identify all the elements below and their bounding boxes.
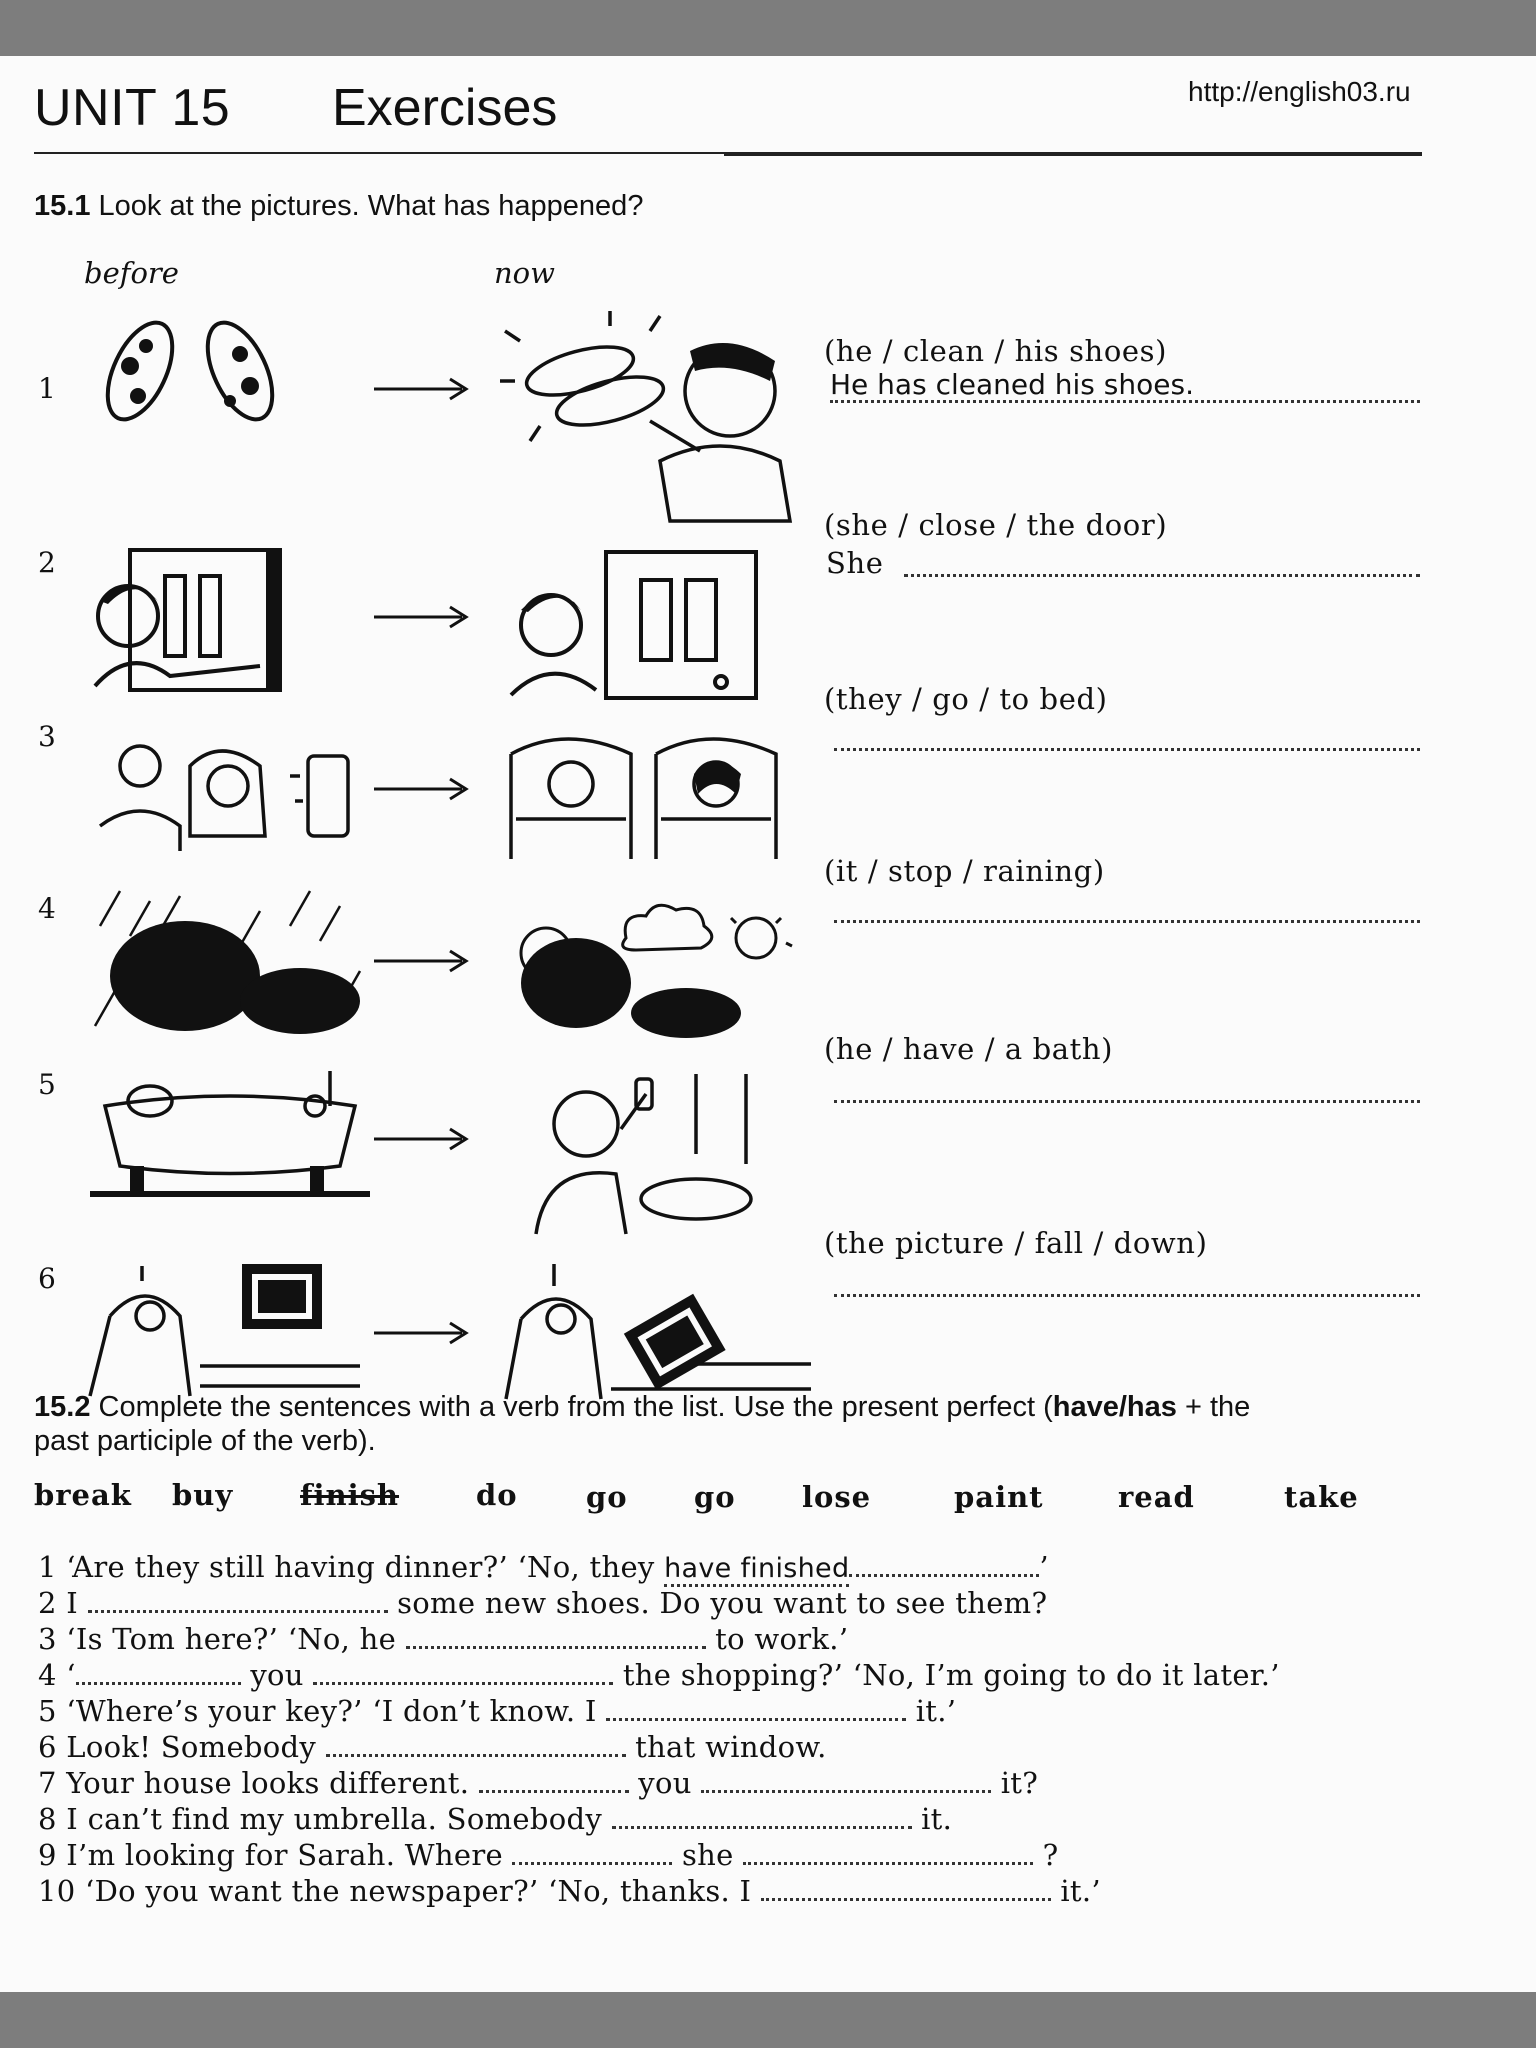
answer-blank[interactable] [326,1744,626,1757]
sentence-3 [38,1622,848,1656]
arrow-1 [372,374,472,408]
verb-go-1: go [586,1480,628,1514]
answer-blank[interactable] [76,1672,241,1685]
sentence-text: ? [1033,1838,1059,1872]
man-in-bath-illustration [90,1066,370,1216]
sentence-8 [38,1802,952,1836]
sentence-text: ‘ [66,1658,76,1692]
sentence-text: you [240,1658,314,1692]
answer-line-1[interactable] [830,400,1420,403]
answer-blank[interactable] [479,1780,629,1793]
sentence-6 [38,1730,827,1764]
sunny-trees-illustration [506,898,796,1038]
sentence-number: 6 [38,1730,57,1764]
answer-blank[interactable] [849,1564,1039,1577]
arrow-2 [372,602,472,636]
answer-2-start: She [826,546,884,580]
exercise-2-instruction-b: + the [1176,1391,1251,1423]
verb-read: read [1118,1480,1195,1514]
answer-blank[interactable] [406,1636,706,1649]
verb-do: do [476,1478,518,1512]
arrow-4 [372,946,472,980]
answer-line-4[interactable] [834,920,1420,923]
exercise-2-instruction-a: Complete the sentences with a verb from the list. Use the present perfect ( [98,1391,1053,1423]
exercise-1-number: 15.1 [34,190,91,222]
prompt-4: (it / stop / raining) [824,854,1105,888]
woman-closed-door-illustration [506,550,766,700]
rain-illustration [90,886,370,1036]
sentence-text: ‘Is Tom here?’ ‘No, he [66,1622,406,1656]
arrow-5 [372,1124,472,1158]
sentence-9 [38,1838,1059,1872]
arrow-3 [372,774,472,808]
sentence-text: I’m looking for Sarah. Where [66,1838,513,1872]
column-now-label: now [494,256,555,290]
row-number-1: 1 [38,372,56,405]
sentence-number: 4 [38,1658,57,1692]
prompt-2: (she / close / the door) [824,508,1168,542]
page-title: Exercises [332,79,558,137]
row-number-2: 2 [38,546,56,579]
unit-label: UNIT 15 [34,79,231,137]
verb-go-2: go [694,1480,736,1514]
answer-line-3[interactable] [834,748,1420,751]
answer-line-6[interactable] [834,1294,1420,1297]
sentence-text: ‘Do you want the newspaper?’ ‘No, thanks. I [85,1874,761,1908]
header-rule-thick [724,154,1422,156]
sentence-text: some new shoes. Do you want to see them? [387,1586,1048,1620]
sentence-1 [38,1550,1049,1584]
sentence-number: 2 [38,1586,57,1620]
couple-in-beds-illustration [506,724,786,864]
sentence-text: you [628,1766,702,1800]
sentence-4 [38,1658,1280,1692]
row-number-5: 5 [38,1068,56,1101]
prompt-5: (he / have / a bath) [824,1032,1114,1066]
answer-blank[interactable] [512,1852,672,1865]
exercise-2-number: 15.2 [34,1391,91,1423]
sentence-text: that window. [625,1730,827,1764]
source-url: http://english03.ru [1188,76,1411,107]
sentence-text: ’ [1039,1550,1049,1584]
sentence-text: Your house looks different. [66,1766,479,1800]
couple-watching-tv-illustration [90,726,370,856]
sentence-5 [38,1694,956,1728]
answer-blank[interactable] [88,1600,388,1613]
column-before-label: before [84,256,179,290]
sentence-number: 7 [38,1766,57,1800]
sentence-number: 5 [38,1694,57,1728]
exercise-2-instruction-line2: past participle of the verb). [34,1425,376,1457]
sentence-number: 3 [38,1622,57,1656]
sentence-text: it. [911,1802,953,1836]
answer-1-example: He has cleaned his shoes. [830,368,1194,401]
verb-break: break [34,1478,132,1512]
row-number-4: 4 [38,892,56,925]
exercise-2-heading [34,1390,1434,1458]
answer-blank[interactable] [612,1816,912,1829]
row-number-6: 6 [38,1262,56,1295]
arrow-6 [372,1318,472,1352]
man-clean-shoes-illustration [500,311,800,521]
example-answer: have finished [664,1553,849,1587]
sentence-text: I [66,1586,88,1620]
verb-take: take [1284,1480,1359,1514]
prompt-3: (they / go / to bed) [824,682,1108,716]
answer-blank[interactable] [743,1852,1033,1865]
prompt-6: (the picture / fall / down) [824,1226,1208,1260]
verb-lose: lose [802,1480,872,1514]
answer-blank[interactable] [761,1888,1051,1901]
picture-on-wall-illustration [90,1256,370,1401]
sentence-number: 8 [38,1802,57,1836]
exercise-1-instruction: Look at the pictures. What has happened? [98,190,644,222]
sentence-7 [38,1766,1038,1800]
sentence-text: ‘Where’s your key?’ ‘I don’t know. I [66,1694,607,1728]
fallen-picture-illustration [506,1264,816,1409]
sentence-number: 1 [38,1550,57,1584]
row-number-3: 3 [38,720,56,753]
dirty-shoes-illustration [90,306,300,436]
answer-blank[interactable] [701,1780,991,1793]
sentence-text: she [672,1838,744,1872]
prompt-1: (he / clean / his shoes) [824,334,1168,368]
sentence-text: Look! Somebody [66,1730,326,1764]
sentence-2 [38,1586,1047,1620]
sentence-text: ‘Are they still having dinner?’ ‘No, they [66,1550,665,1584]
verb-buy: buy [172,1478,234,1512]
answer-blank[interactable] [606,1708,906,1721]
sentence-number: 10 [38,1874,76,1908]
answer-line-2[interactable] [904,574,1420,577]
verb-paint: paint [954,1480,1044,1514]
sentence-text: it.’ [1050,1874,1101,1908]
worksheet-page [0,56,1536,1992]
sentence-text: the shopping?’ ‘No, I’m going to do it later.’ [613,1658,1280,1692]
sentence-text: it? [991,1766,1039,1800]
sentence-10 [38,1874,1101,1908]
exercise-1-heading [34,190,643,223]
verb-finish-crossed: finish [300,1478,400,1512]
sentence-text: to work.’ [705,1622,849,1656]
answer-line-5[interactable] [834,1100,1420,1103]
exercise-2-instruction-bold: have/has [1052,1391,1177,1423]
answer-blank[interactable] [313,1672,613,1685]
sentence-number: 9 [38,1838,57,1872]
man-after-bath-illustration [506,1074,766,1234]
sentence-text: I can’t find my umbrella. Somebody [66,1802,612,1836]
sentence-text: it.’ [906,1694,957,1728]
woman-open-door-illustration [90,546,290,696]
